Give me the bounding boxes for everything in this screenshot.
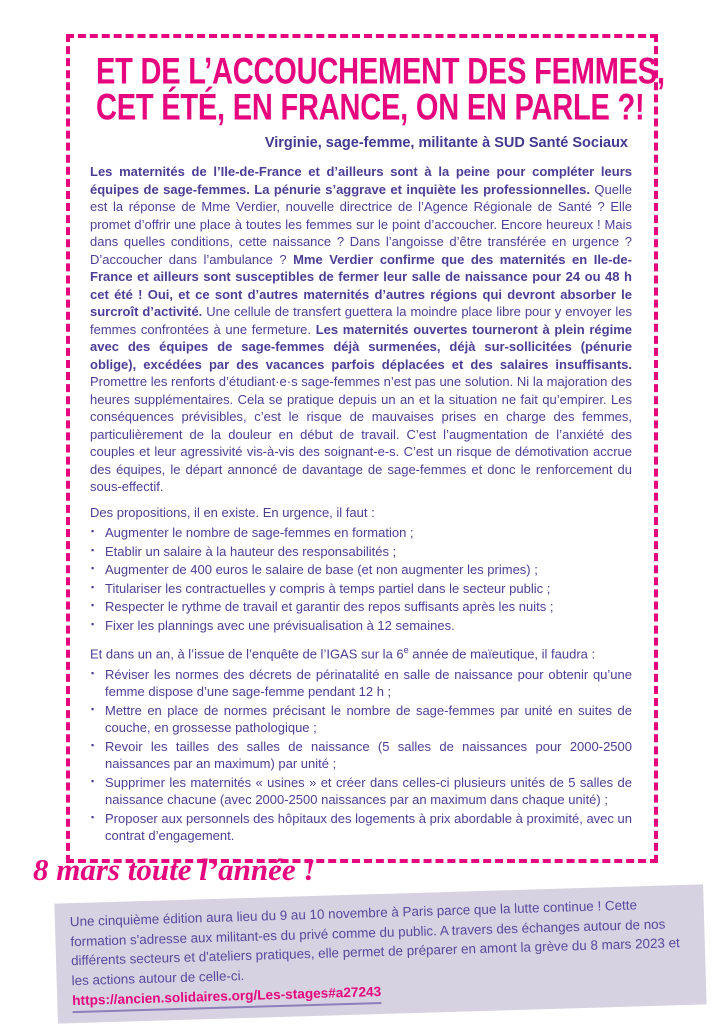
list-item-text: Respecter le rythme de travail et garantir des repos suffisants après les nuits ; bbox=[105, 599, 554, 614]
bullet-icon: ▪ bbox=[91, 563, 95, 573]
list-item bbox=[90, 702, 632, 737]
paragraph-run: Quelle est la réponse de Mme Verdier, nouvelle directrice de l’Agence Régionale de Santé ? Elle promet d’offrir une place à toutes les femmes sur le point d’accoucher. Encore heureux ! Mais dans quelles conditions, cette naissance ? Dans l’angoisse d’être transférée en urgence ? D’accoucher dans l’ambulance ? bbox=[90, 181, 632, 267]
paragraph-run: Mme Verdier confirme que des maternités en Ile-de-France et ailleurs sont susceptibles de fermer leur salle de naissance pour 24 ou 48 h cet été ! Oui, et ce sont d’autres maternités d’autres régions qui devront absorber le surcroît d’activité. bbox=[90, 251, 632, 319]
future-intro-pre: Et dans un an, à l’issue de l’enquête de l’IGAS sur la 6 bbox=[90, 646, 404, 662]
info-box bbox=[54, 884, 706, 1023]
byline: Virginie, sage-femme, militante à SUD Santé Sociaux bbox=[264, 135, 628, 151]
future-intro-post: année de maïeutique, il faudra : bbox=[408, 646, 596, 662]
list-item-text: Augmenter le nombre de sage-femmes en formation ; bbox=[105, 525, 414, 540]
list-item bbox=[90, 561, 632, 579]
list-item-text: Etablir un salaire à la hauteur des responsabilités ; bbox=[105, 543, 397, 559]
list-item bbox=[90, 810, 632, 845]
list-item-text: Fixer les plannings avec une prévisualisation à 12 semaines. bbox=[105, 617, 455, 633]
bullet-icon: ▪ bbox=[91, 581, 95, 592]
lead-paragraph bbox=[90, 163, 632, 496]
footer-heading: 8 mars toute l’année ! bbox=[33, 852, 316, 887]
bullet-icon: ▪ bbox=[91, 544, 95, 555]
bullet-icon: ▪ bbox=[91, 703, 95, 714]
list-item-text: Augmenter de 400 euros le salaire de base (et non augmenter les primes) ; bbox=[105, 562, 538, 577]
list-item bbox=[90, 598, 632, 616]
bullet-icon: ▪ bbox=[91, 739, 95, 750]
list-item bbox=[90, 666, 632, 701]
bullet-icon: ▪ bbox=[91, 526, 95, 536]
bullet-icon: ▪ bbox=[91, 667, 95, 678]
bullet-icon: ▪ bbox=[91, 600, 95, 610]
bullet-icon: ▪ bbox=[91, 811, 95, 822]
bullet-icon: ▪ bbox=[91, 618, 95, 629]
list-item-text: Supprimer les maternités « usines » et créer dans celles-ci plusieurs unités de 5 salles de naissance chacune (avec 2000-2500 naissances par an maximum dans chaque unité) ; bbox=[105, 774, 632, 808]
list-item-text: Revoir les tailles des salles de naissance (5 salles de naissances pour 2000-2500 naissances par an maximum) par unité ; bbox=[105, 738, 632, 772]
title-line-2: CET ÉTÉ, EN FRANCE, ON EN PARLE ?! bbox=[96, 87, 645, 129]
list-item bbox=[90, 580, 632, 598]
list-item bbox=[90, 524, 632, 542]
list-item bbox=[90, 617, 632, 635]
stages-link[interactable]: https://ancien.solidaires.org/Les-stages#a27243 bbox=[72, 982, 382, 1013]
list-item bbox=[90, 543, 632, 561]
dashed-border-frame bbox=[66, 34, 665, 863]
paragraph-run: Promettre les renforts d’étudiant·e·s sage-femmes n’est pas une solution. Ni la majoration des heures supplémentaires. Cela se pratique depuis un an et la situation ne fait qu’empirer. Les conséquences prévisibles, c’est le risque de mauvaises prises en charge des femmes, particulièrement de la douleur en début de travail. C’est l’augmentation de l’anxiété des couples et leur agressivité vis-à-vis des soignant-e-s. C’est un risque de démotivation accrue des équipes, le départ annoncé de davantage de sage-femmes et donc le renforcement du sous-effectif. bbox=[90, 374, 632, 494]
list-item-text: Proposer aux personnels des hôpitaux des logements à prix abordable à proximité, avec un contrat d’engagement. bbox=[105, 810, 632, 844]
future-intro bbox=[90, 642, 632, 663]
list-item bbox=[90, 774, 632, 809]
list-item-text: Titulariser les contractuelles y compris à temps partiel dans le secteur public ; bbox=[105, 580, 551, 596]
list-item-text: Mettre en place de normes précisant le nombre de sage-femmes par unité en suites de couche, en grossesse pathologique ; bbox=[105, 702, 632, 736]
page-title bbox=[96, 51, 665, 129]
list-item-text: Réviser les normes des décrets de périnatalité en salle de naissance pour obtenir qu’une femme dispose d’une sage-femme pendant 12 h ; bbox=[105, 666, 632, 700]
paragraph-run: Une cellule de transfert guettera la moindre place libre pour y envoyer les femmes confrontées à une fermeture. bbox=[90, 304, 632, 337]
info-box-text: Une cinquième édition aura lieu du 9 au 10 novembre à Paris parce que la lutte continue ! Cette formation s'adresse aux militant-es du privé comme du public. A travers des échanges autour de nos différents secteurs et d'ateliers pratiques, elle permet de préparer en amont la grève du 8 mars 2023 et les actions autour de celle-ci. bbox=[69, 897, 680, 988]
superscript-e: e bbox=[403, 645, 409, 655]
list-item bbox=[90, 738, 632, 773]
paragraph-run: Les maternités de l’Ile-de-France et d’ailleurs sont à la peine pour compléter leurs équipes de sage-femmes. La pénurie s’aggrave et inquiète les professionnelles. bbox=[90, 164, 632, 197]
paragraph-run: Les maternités ouvertes tourneront à plein régime avec des équipes de sage-femmes déjà surmenées, déjà sur-sollicitées (pénurie oblige), excédées par des vacances parfois déplacées et des salaires insuffisants. bbox=[90, 321, 632, 372]
propositions-list bbox=[90, 524, 632, 634]
bullet-icon: ▪ bbox=[91, 775, 95, 786]
future-list bbox=[90, 666, 632, 845]
propositions-intro: Des propositions, il en existe. En urgence, il faut : bbox=[90, 504, 375, 520]
title-line-1: ET DE L’ACCOUCHEMENT DES FEMMES, bbox=[96, 51, 665, 93]
